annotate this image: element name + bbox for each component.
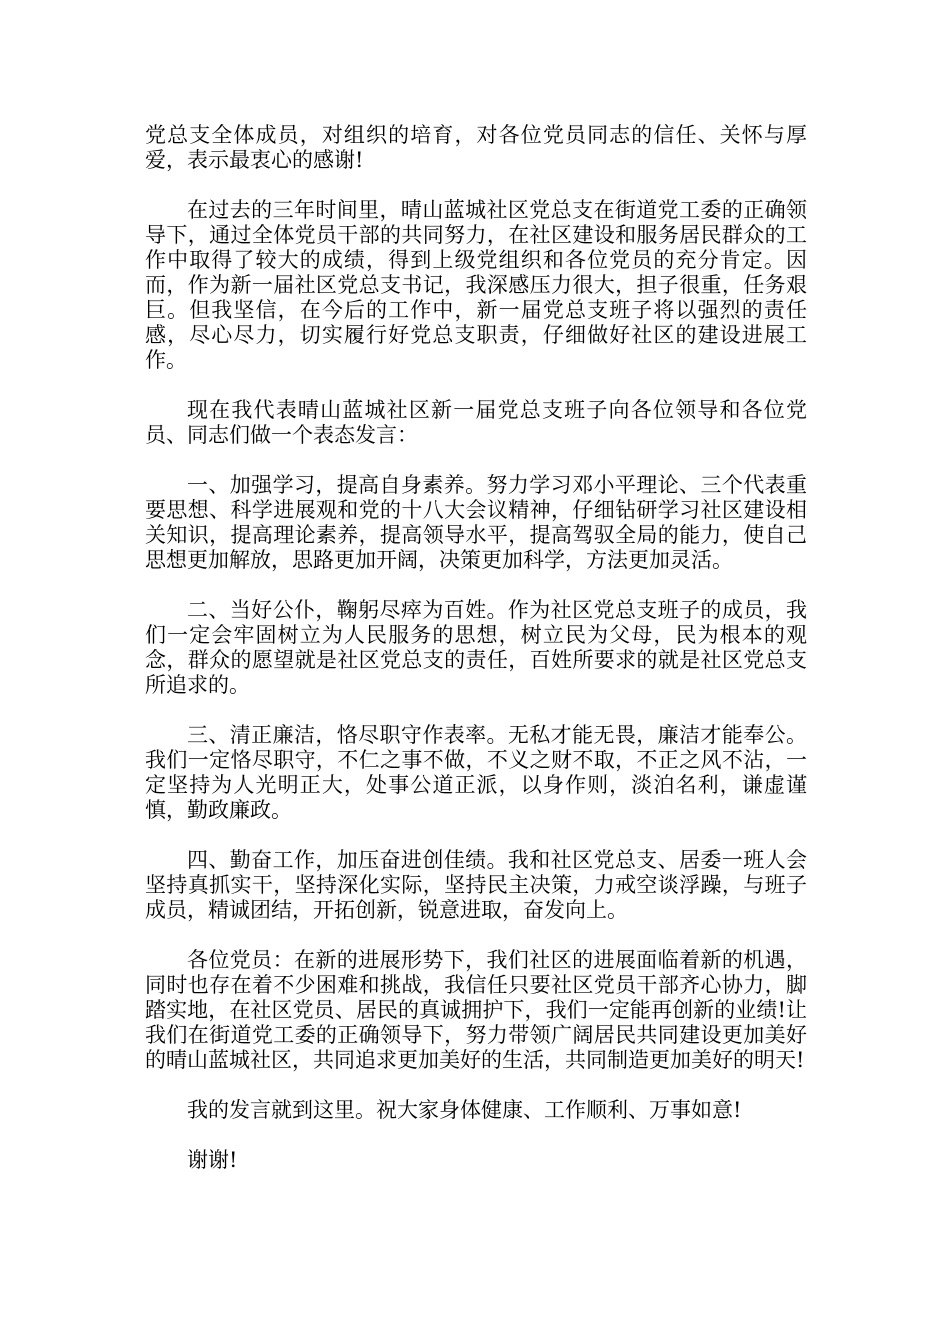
paragraph-statement-intro: 现在我代表晴山蓝城社区新一届党总支班子向各位领导和各位党员、同志们做一个表态发言： (145, 398, 807, 447)
paragraph-members-outlook: 各位党员：在新的进展形势下，我们社区的进展面临着新的机遇，同时也存在着不少困难和挑战，我信任只要社区党员干部齐心协力，脚踏实地，在社区党员、居民的真诚拥护下，我们一定能再创新的业绩!让我们在街道党工委的正确领导下，努力带领广阔居民共同建设更加美好的晴山蓝城社区，共同追求更加美好的生活，共同制造更加美好的明天! (145, 948, 807, 1072)
paragraph-thanks: 党总支全体成员，对组织的培育，对各位党员同志的信任、关怀与厚爱，表示最衷心的感谢! (145, 123, 807, 172)
paragraph-point-three: 三、清正廉洁，恪尽职守作表率。无私才能无畏，廉洁才能奉公。我们一定恪尽职守，不仁之事不做，不义之财不取，不正之风不沾，一定坚持为人光明正大，处事公道正派，以身作则，淡泊名利，谦虚谨慎，勤政廉政。 (145, 723, 807, 822)
paragraph-past-three-years: 在过去的三年时间里，晴山蓝城社区党总支在街道党工委的正确领导下，通过全体党员干部的共同努力，在社区建设和服务居民群众的工作中取得了较大的成绩，得到上级党组织和各位党员的充分肯定。因而，作为新一届社区党总支书记，我深感压力很大，担子很重，任务艰巨。但我坚信，在今后的工作中，新一届党总支班子将以强烈的责任感，尽心尽力，切实履行好党总支职责，仔细做好社区的建设进展工作。 (145, 198, 807, 372)
paragraph-point-two: 二、当好公仆，鞠躬尽瘁为百姓。作为社区党总支班子的成员，我们一定会牢固树立为人民服务的思想，树立民为父母，民为根本的观念，群众的愿望就是社区党总支的责任，百姓所要求的就是社区党总支所追求的。 (145, 598, 807, 697)
paragraph-point-one: 一、加强学习，提高自身素养。努力学习邓小平理论、三个代表重要思想、科学进展观和党的十八大会议精神，仔细钻研学习社区建设相关知识，提高理论素养，提高领导水平，提高驾驭全局的能力，使自己思想更加解放，思路更加开阔，决策更加科学，方法更加灵活。 (145, 473, 807, 572)
paragraph-closing-wishes: 我的发言就到这里。祝大家身体健康、工作顺利、万事如意! (187, 1098, 742, 1122)
paragraph-thank-you: 谢谢! (187, 1148, 238, 1172)
document-body (145, 123, 807, 1173)
paragraph-point-four: 四、勤奋工作，加压奋进创佳绩。我和社区党总支、居委一班人会坚持真抓实干，坚持深化实际，坚持民主决策，力戒空谈浮躁，与班子成员，精诚团结，开拓创新，锐意进取，奋发向上。 (145, 848, 807, 922)
